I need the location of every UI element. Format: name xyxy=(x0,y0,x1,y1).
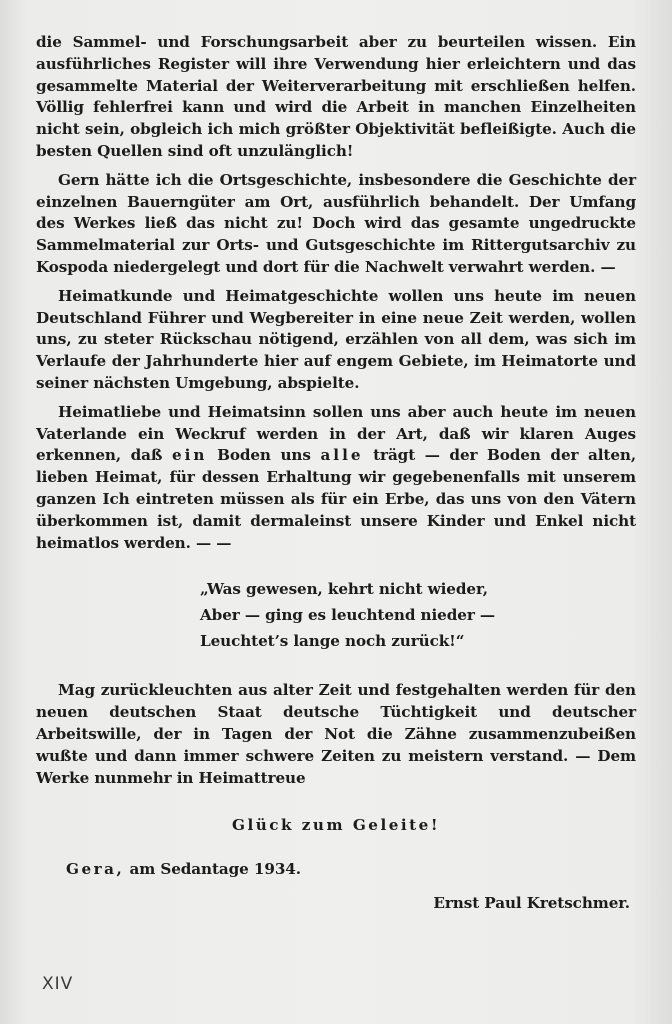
poem-line-3: Leuchtet’s lange noch zurück!“ xyxy=(200,632,465,651)
paragraph-4-boden: Boden uns xyxy=(217,446,311,465)
poem-line-1: „Was gewesen, kehrt nicht wieder, xyxy=(200,580,488,599)
paragraph-1: die Sammel- und Forschungsarbeit aber zu beurteilen wissen. Ein ausführliches Register will ihre Verwendung hier erleichtern und das gesammelte Material der Weiterverarbeitung mit erschließen helfen. Völlig fehlerfrei kann und wird die Arbeit in manchen Einzelheiten nicht sein, obgleich ich mich größter Objektivität befleißigte. Auch die besten Quellen sind oft unzulänglich! xyxy=(36,33,636,160)
paragraph-4-start: Heimatliebe und Heimatsinn sollen uns aber auch heute im neuen Vaterlande ein Weckruf werden in der Art, daß wir klaren Auges erkennen, daß xyxy=(36,402,636,465)
paragraph-4-end: trägt — der Boden der alten, lieben Heimat, für dessen Erhaltung wir gegebenenfalls mit unserem ganzen Ich eintreten müssen als für ein Erbe, das uns von den Vätern überkommen ist, damit dermaleinst unsere Kinder und Enkel nicht heimatlos werden. — — xyxy=(36,446,637,552)
body-text xyxy=(36,32,636,915)
page-number: XIV xyxy=(42,974,74,994)
emphasis-ein: ein xyxy=(171,446,208,465)
author-signature: Ernst Paul Kretschmer. xyxy=(433,893,630,912)
poem xyxy=(200,576,636,654)
paragraph-2: Gern hätte ich die Ortsgeschichte, insbesondere die Geschichte der einzelnen Bauerngüter am Ort, ausführlich behandelt. Der Umfang des Werkes ließ das nicht zu! Doch wird das gesamte ungedruckte Sammelmaterial zur Orts- und Gutsgeschichte im Rittergutsarchiv zu Kospoda niedergelegt und dort für die Nachwelt verwahrt werden. — xyxy=(36,170,636,276)
poem-line-2: Aber — ging es leuchtend nieder — xyxy=(200,606,495,625)
paragraph-4 xyxy=(36,402,636,555)
place-and-date xyxy=(66,859,636,881)
emphasis-alle: alle xyxy=(320,446,364,465)
date: am Sedantage 1934. xyxy=(129,860,301,879)
place: Gera, xyxy=(66,860,125,879)
farewell-line: Glück zum Geleite! xyxy=(231,816,441,835)
closing-paragraph: Mag zurückleuchten aus alter Zeit und festgehalten werden für den neuen deutschen Staat deutsche Tüchtigkeit und deutscher Arbeitswille, der in Tagen der Not die Zähne zusammenzubeißen wußte und dann immer schwere Zeiten zu meistern verstand. — Dem Werke nunmehr in Heimattreue xyxy=(36,681,636,787)
paragraph-3: Heimatkunde und Heimatgeschichte wollen uns heute im neuen Deutschland Führer und Wegbereiter in eine neue Zeit werden, wollen uns, zu steter Rückschau nötigend, erzählen von all dem, was sich im Verlaufe der Jahrhunderte hier auf engem Gebiete, im Heimatorte und seiner nächsten Umgebung, abspielte. xyxy=(36,286,636,392)
